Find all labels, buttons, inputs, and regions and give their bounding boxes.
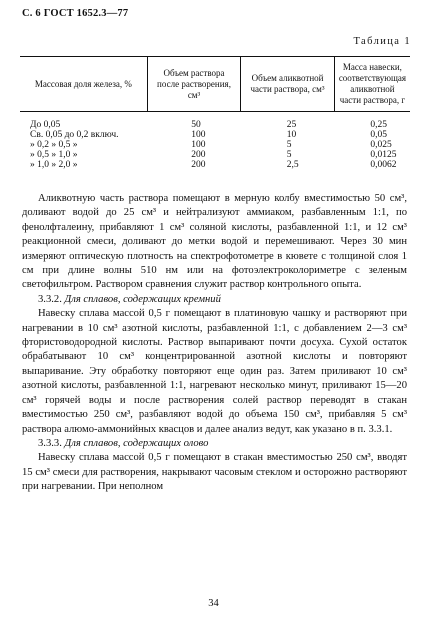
- table-row: [20, 130, 410, 140]
- cell: До 0,05: [30, 120, 61, 130]
- cell: 5: [286, 150, 292, 160]
- paragraph-aliquot: Аликвотную часть раствора помещают в мерную колбу вместимостью 50 см³, доливают водой до 25 см³ и нейтрализуют аммиаком, разбавленным 1:1, по фенолфталеину, прибавляют 1 см³ соляной кислоты, разбавленной 1:1, и 12 см³ реакционной смеси, доливают до метки водой и перемешивают. Через 30 мин измеряют оптическую плотность на спектрофотометре в кювете с толщиной слоя 1 см при длине волны 510 нм или на фотоэлектроколориметре с зеленым светофильтром. Раствором сравнения служит раствор контрольного опыта.: [22, 193, 407, 291]
- cell: » 0,5 » 1,0 »: [30, 150, 78, 160]
- cell: » 1,0 » 2,0 »: [30, 160, 78, 170]
- table-row: [20, 160, 410, 170]
- col-header-aliquot-volume: Объем аликвотной части раствора, см³: [241, 57, 335, 112]
- cell: 0,0125: [370, 150, 397, 160]
- page-header: С. 6 ГОСТ 1652.3—77: [22, 8, 129, 19]
- cell: 100: [191, 140, 206, 150]
- cell: 0,0062: [370, 160, 397, 170]
- col-header-solution-volume: Объем раствора после растворения, см³: [147, 57, 241, 112]
- section-number: 3.3.2.: [38, 293, 62, 305]
- paragraph-silicon-alloys: Навеску сплава массой 0,5 г помещают в платиновую чашку и растворяют при нагревании в 10 см³ азотной кислоты, разбавленной 1:1, с добавлением 2—3 см³ фтористоводородной кислоты. Раствор выпаривают почти досуха. Сухой остаток обрабатывают 10 см³ концентрированной азотной кислоты и повторяют выпаривание. Эту обработку повторяют еще один раз. Затем приливают 10 см³ азотной кислоты, разбавленной 1:1, нагревают несколько минут, приливают 15—20 см³ горячей воды и после растворения солей раствор переводят в стакан вместимостью 250 см³, разбавляют водой до объема 150 см³, прибавляя 5 см³ раствора алюмо-аммонийных квасцов и далее анализ ведут, как указано в п. 3.3.1.: [22, 308, 407, 435]
- table-caption: Таблица 1: [353, 36, 411, 47]
- cell: » 0,2 » 0,5 »: [30, 140, 78, 150]
- paragraph-tin-alloys: Навеску сплава массой 0,5 г помещают в стакан вместимостью 250 см³, вводят 15 см³ смеси для растворения, накрывают часовым стеклом и осторожно растворяют при нагревании. При неполном: [22, 452, 407, 493]
- body-text: [22, 192, 407, 495]
- cell: 0,025: [370, 140, 392, 150]
- col-header-iron: Массовая доля железа, %: [20, 57, 147, 112]
- cell: Св. 0,05 до 0,2 включ.: [30, 130, 119, 140]
- section-3-3-2-heading: [22, 293, 407, 307]
- cell: 100: [191, 130, 206, 140]
- section-title: Для сплавов, содержащих кремний: [64, 293, 221, 305]
- section-number: 3.3.3.: [38, 437, 62, 449]
- page-number: 34: [208, 598, 219, 609]
- cell: 0,25: [370, 120, 387, 130]
- table-row: [20, 150, 410, 160]
- cell: 5: [286, 140, 292, 150]
- iron-content-table: [20, 56, 410, 170]
- cell: 10: [286, 130, 297, 140]
- table-header-row: [20, 57, 410, 112]
- cell: 50: [191, 120, 201, 130]
- cell: 2,5: [286, 160, 299, 170]
- table-row: [20, 140, 410, 150]
- cell: 200: [191, 150, 206, 160]
- cell: 25: [286, 120, 297, 130]
- cell: 0,05: [370, 130, 387, 140]
- cell: 200: [191, 160, 206, 170]
- table-row: [20, 112, 410, 131]
- section-title: Для сплавов, содержащих олово: [64, 437, 209, 449]
- section-3-3-3-heading: [22, 437, 407, 451]
- col-header-sample-mass: Масса навески, соответствующая аликвотной части раствора, г: [334, 57, 410, 112]
